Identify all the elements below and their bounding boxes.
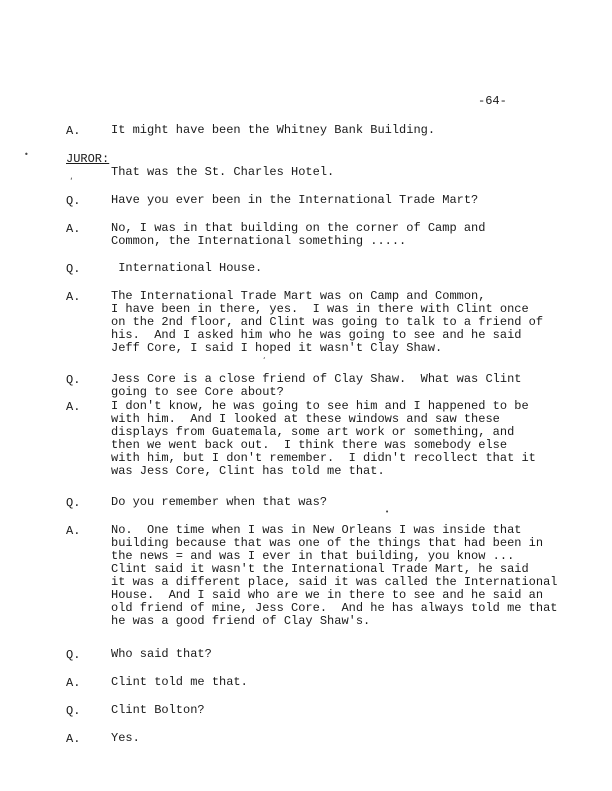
scan-mark: • <box>24 150 29 159</box>
text-line: International House. <box>111 261 263 275</box>
page-number: -64- <box>478 94 507 108</box>
text-line: Yes. <box>111 731 140 745</box>
speaker-label: A. <box>66 222 81 236</box>
speaker-label: Q. <box>66 648 81 662</box>
text-line: Clint said it wasn't the International Trade Mart, he said <box>111 562 529 576</box>
speaker-label: Q. <box>66 194 81 208</box>
entry-text <box>111 290 601 355</box>
text-line: I don't know, he was going to see him and I happened to be <box>111 399 529 413</box>
text-line: I have been in there, yes. I was in there with Clint once <box>111 302 529 316</box>
text-line: building because that was one of the things that had been in <box>111 536 544 550</box>
text-line: Who said that? <box>111 647 212 661</box>
text-line: It might have been the Whitney Bank Building. <box>111 123 436 137</box>
speaker-label: A. <box>66 124 81 138</box>
entry-text <box>111 400 601 478</box>
text-line: with him. And I looked at these windows and saw these <box>111 412 500 426</box>
text-line: the news = and was I ever in that building, you know ... <box>111 549 515 563</box>
entry-text <box>111 194 601 207</box>
speaker-label: Q. <box>66 262 81 276</box>
text-line: Do you remember when that was? <box>111 495 328 509</box>
speaker-label: Q. <box>66 373 81 387</box>
text-line: No, I was in that building on the corner of Camp and <box>111 221 486 235</box>
speaker-label: Q. <box>66 704 81 718</box>
text-line: Common, the International something ..... <box>111 234 407 248</box>
text-line: going to see Core about? <box>111 385 284 399</box>
entry-text <box>111 648 601 661</box>
text-line: he was a good friend of Clay Shaw's. <box>111 614 371 628</box>
speaker-label: A. <box>66 524 81 538</box>
entry-text <box>111 676 601 689</box>
text-line: No. One time when I was in New Orleans I was inside that <box>111 523 522 537</box>
text-line: That was the St. Charles Hotel. <box>111 165 335 179</box>
speaker-label: A. <box>66 732 81 746</box>
entry-text <box>111 166 601 179</box>
text-line: Clint told me that. <box>111 675 248 689</box>
scan-mark: • <box>385 508 390 516</box>
speaker-label: Q. <box>66 496 81 510</box>
text-line: old friend of mine, Jess Core. And he has always told me that <box>111 601 558 615</box>
text-line: was Jess Core, Clint has told me that. <box>111 464 385 478</box>
speaker-label: A. <box>66 290 81 304</box>
entry-text <box>111 524 601 628</box>
scan-mark: ‘ <box>70 177 73 187</box>
text-line: House. And I said who are we in there to see and he said an <box>111 588 544 602</box>
speaker-label: A. <box>66 400 81 414</box>
text-line: with him, but I don't remember. I didn't recollect that it <box>111 451 536 465</box>
text-line: it was a different place, said it was called the International <box>111 575 558 589</box>
speaker-label: JUROR: <box>66 152 110 166</box>
text-line: on the 2nd floor, and Clint was going to talk to a friend of <box>111 315 544 329</box>
text-line: The International Trade Mart was on Camp and Common, <box>111 289 486 303</box>
text-line: then we went back out. I think there was somebody else <box>111 438 508 452</box>
entry-text <box>111 124 601 137</box>
text-line: Jeff Core, I said I hoped it wasn't Clay Shaw. <box>111 341 443 355</box>
text-line: Have you ever been in the International Trade Mart? <box>111 193 479 207</box>
text-line: Clint Bolton? <box>111 703 205 717</box>
text-line: Jess Core is a close friend of Clay Shaw. What was Clint <box>111 372 522 386</box>
entry-text <box>111 732 601 745</box>
entry-text <box>111 262 601 275</box>
speaker-label: A. <box>66 676 81 690</box>
entry-text <box>111 373 601 399</box>
entry-text <box>111 704 601 717</box>
text-line: displays from Guatemala, some art work or something, and <box>111 425 515 439</box>
scan-mark: ‘ <box>263 356 266 365</box>
entry-text <box>111 222 601 248</box>
entry-text <box>111 496 601 509</box>
text-line: his. And I asked him who he was going to see and he said <box>111 328 522 342</box>
